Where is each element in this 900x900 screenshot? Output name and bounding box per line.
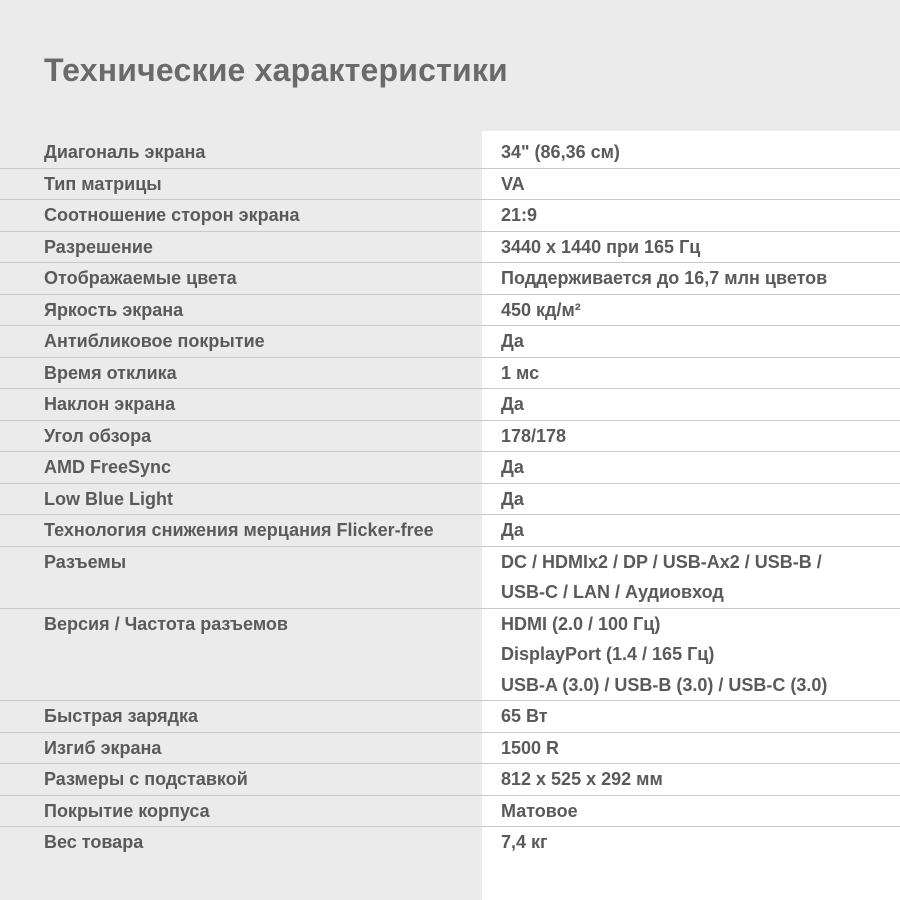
spec-value: [482, 733, 900, 764]
spec-label: Диагональ экрана: [44, 142, 206, 162]
spec-value: [482, 263, 900, 294]
spec-value-line: 1500 R: [501, 737, 560, 758]
spec-value-line: 21:9: [501, 205, 538, 225]
spec-label: Антибликовое покрытие: [44, 331, 265, 351]
spec-value: [482, 764, 900, 795]
spec-label: Размеры с подставкой: [44, 769, 248, 789]
spec-value: [482, 326, 900, 357]
spec-value: [482, 389, 900, 420]
spec-value: [482, 484, 900, 515]
spec-label: Быстрая зарядка: [44, 706, 199, 726]
spec-value: [482, 547, 900, 608]
spec-label: Разрешение: [44, 236, 153, 257]
spec-value-line: 34" (86,36 см): [501, 142, 620, 162]
spec-value: [482, 295, 900, 326]
spec-value-line: Да: [501, 488, 524, 509]
spec-row: [0, 733, 900, 765]
spec-value-line: DisplayPort (1.4 / 165 Гц): [501, 644, 715, 664]
spec-value-line: USB-A (3.0) / USB-B (3.0) / USB-C (3.0): [501, 674, 828, 695]
spec-value: [482, 421, 900, 452]
spec-table: [0, 137, 900, 858]
spec-label: Яркость экрана: [44, 299, 184, 320]
spec-value: [482, 515, 900, 546]
spec-value-line: Да: [501, 520, 524, 540]
spec-value-line: 1 мс: [501, 362, 540, 383]
spec-row: [0, 232, 900, 264]
spec-value-line: Матовое: [501, 800, 578, 821]
spec-row: [0, 137, 900, 169]
spec-row: [0, 796, 900, 828]
spec-label: Время отклика: [44, 362, 177, 383]
spec-label: Вес товара: [44, 832, 144, 852]
spec-row: [0, 547, 900, 609]
spec-row: [0, 701, 900, 733]
spec-row: [0, 200, 900, 232]
spec-row: [0, 326, 900, 358]
spec-row: [0, 169, 900, 201]
spec-label: Изгиб экрана: [44, 737, 162, 758]
spec-label: AMD FreeSync: [44, 457, 172, 477]
spec-value-line: USB-C / LAN / Аудиовход: [501, 582, 724, 602]
spec-row: [0, 295, 900, 327]
spec-value: [482, 232, 900, 263]
spec-row: [0, 764, 900, 796]
spec-row: [0, 421, 900, 453]
spec-row: [0, 484, 900, 516]
spec-value-line: Да: [501, 457, 524, 477]
spec-label: Разъемы: [44, 551, 127, 572]
spec-value: [482, 701, 900, 732]
spec-row: [0, 609, 900, 702]
spec-label: Покрытие корпуса: [44, 800, 210, 821]
spec-label: Версия / Частота разъемов: [44, 613, 288, 634]
spec-value: [482, 169, 900, 200]
spec-value: [482, 358, 900, 389]
spec-value-line: HDMI (2.0 / 100 Гц): [501, 613, 661, 634]
page-title: Технические характеристики: [44, 52, 508, 88]
spec-row: [0, 452, 900, 484]
spec-value-line: 450 кд/м²: [501, 299, 581, 320]
spec-value: [482, 452, 900, 483]
spec-value-line: 7,4 кг: [501, 832, 548, 852]
spec-label: Тип матрицы: [44, 173, 162, 194]
spec-value-line: Да: [501, 331, 524, 351]
spec-label: Соотношение сторон экрана: [44, 205, 300, 225]
spec-label: Отображаемые цвета: [44, 268, 237, 288]
spec-value-line: Поддерживается до 16,7 млн цветов: [501, 268, 828, 288]
spec-value: [482, 609, 900, 701]
spec-value-line: 812 x 525 x 292 мм: [501, 769, 663, 789]
spec-value: [482, 796, 900, 827]
spec-value: [482, 200, 900, 231]
spec-row: [0, 358, 900, 390]
spec-label: Low Blue Light: [44, 488, 173, 509]
spec-value-line: 178/178: [501, 425, 567, 446]
spec-label: Технология снижения мерцания Flicker-free: [44, 520, 434, 540]
spec-row: [0, 827, 900, 858]
spec-label: Наклон экрана: [44, 394, 176, 414]
spec-value: [482, 137, 900, 168]
spec-value-line: 65 Вт: [501, 706, 548, 726]
spec-row: [0, 263, 900, 295]
spec-value: [482, 827, 900, 858]
spec-value-line: 3440 x 1440 при 165 Гц: [501, 236, 701, 257]
spec-row: [0, 515, 900, 547]
spec-value-line: VA: [501, 173, 525, 194]
spec-row: [0, 389, 900, 421]
spec-value-line: DC / HDMIx2 / DP / USB-Ax2 / USB-B /: [501, 551, 822, 572]
spec-label: Угол обзора: [44, 425, 152, 446]
spec-value-line: Да: [501, 394, 524, 414]
